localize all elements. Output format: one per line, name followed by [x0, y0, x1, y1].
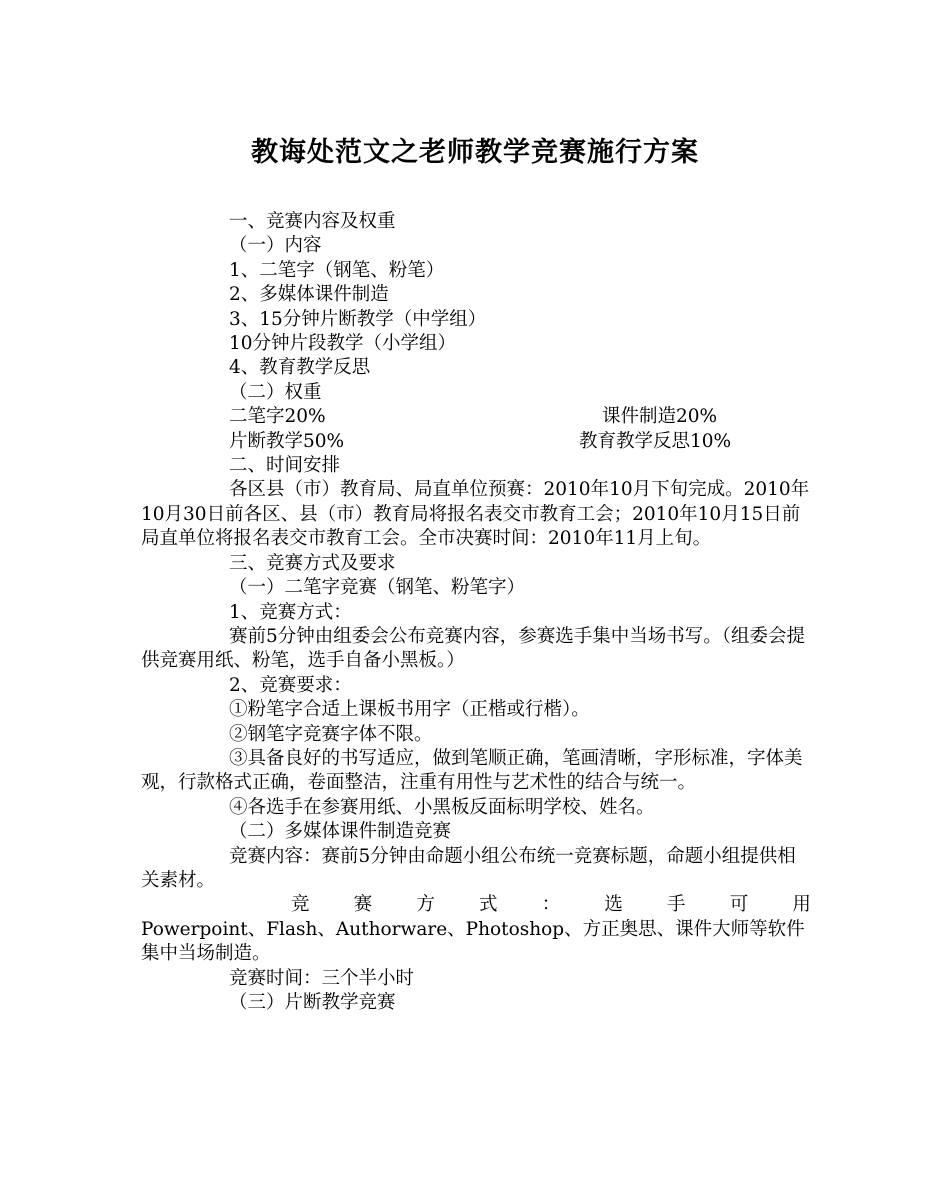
- subheading-content: （一）内容: [229, 235, 322, 257]
- list-item: ④各选手在参赛用纸、小黑板反面标明学校、姓名。: [229, 796, 655, 818]
- subheading: （三）片断教学竞赛: [229, 992, 396, 1013]
- paragraph: 各区县（市）教育局、局直单位预赛：2010年10月下旬完成。2010年10月30日前各区、县（市）教育局将报名表交市教育工会；2010年10月15日前局直单位将报名表交市教育工会。全市决赛时间：2010年11月上旬。: [141, 479, 810, 550]
- spread-char: 手: [667, 894, 686, 916]
- heading-section-1: 一、竞赛内容及权重: [229, 211, 396, 232]
- weights-row: [141, 405, 811, 429]
- document-title: 教诲处范文之老师教学竞赛施行方案: [251, 137, 699, 168]
- spread-char: 赛: [353, 894, 373, 916]
- weights-row: [141, 430, 811, 454]
- list-item: ③具备良好的书写适应，做到笔顺正确，笔画清晰，字形标准，字体美观，行款格式正确，卷面整洁，注重有用性与艺术性的结合与统一。: [141, 747, 803, 794]
- list-item: 4、教育教学反思: [229, 357, 371, 379]
- paragraph: 竞赛时间：三个半小时: [229, 967, 415, 989]
- heading-section-3: 三、竞赛方式及要求: [229, 552, 396, 574]
- subheading: （二）多媒体课件制造竞赛: [229, 821, 452, 843]
- paragraph: 赛前5分钟由组委会公布竞赛内容，参赛选手集中当场书写。（组委会提供竞赛用纸、粉笔，选手自备小黑板。）: [141, 625, 806, 672]
- document-body: [141, 210, 811, 1015]
- list-item: ②钢笔字竞赛字体不限。: [229, 723, 433, 745]
- weight-right: 课件制造20%: [602, 406, 718, 428]
- subheading-weights: （二）权重: [229, 381, 322, 403]
- list-item: 10分钟片段教学（小学组）: [229, 333, 457, 355]
- weight-left: 片断教学50%: [229, 430, 345, 452]
- list-item: ①粉笔字合适上课板书用字（正楷或行楷）。: [229, 699, 590, 721]
- method-line-spread: [141, 893, 811, 917]
- weight-left: 二笔字20%: [229, 406, 326, 428]
- spread-char: 方: [416, 894, 435, 916]
- spread-char: 选: [604, 894, 623, 916]
- spread-char: ：: [541, 894, 561, 916]
- paragraph: Powerpoint、Flash、Authorware、Photoshop、方正奥思、课件大师等软件集中当场制造。: [141, 918, 805, 965]
- paragraph: 竞赛内容：赛前5分钟由命题小组公布统一竞赛标题，命题小组提供相关素材。: [141, 845, 796, 891]
- heading-section-2: 二、时间安排: [229, 455, 341, 477]
- weight-right: 教育教学反思10%: [579, 430, 732, 452]
- list-item: 2、多媒体课件制造: [229, 284, 389, 306]
- spread-char: 竞: [291, 894, 310, 916]
- spread-char: 式: [479, 894, 498, 916]
- list-item: 3、15分钟片断教学（中学组）: [229, 308, 487, 330]
- list-item: 1、竞赛方式：: [229, 601, 352, 623]
- list-item: 2、竞赛要求：: [229, 674, 352, 696]
- spread-char: 可: [729, 894, 749, 916]
- list-item: 1、二笔字（钢笔、粉笔）: [229, 259, 445, 281]
- subheading: （一）二笔字竞赛（钢笔、粉笔字）: [229, 577, 526, 599]
- spread-char: 用: [792, 894, 811, 916]
